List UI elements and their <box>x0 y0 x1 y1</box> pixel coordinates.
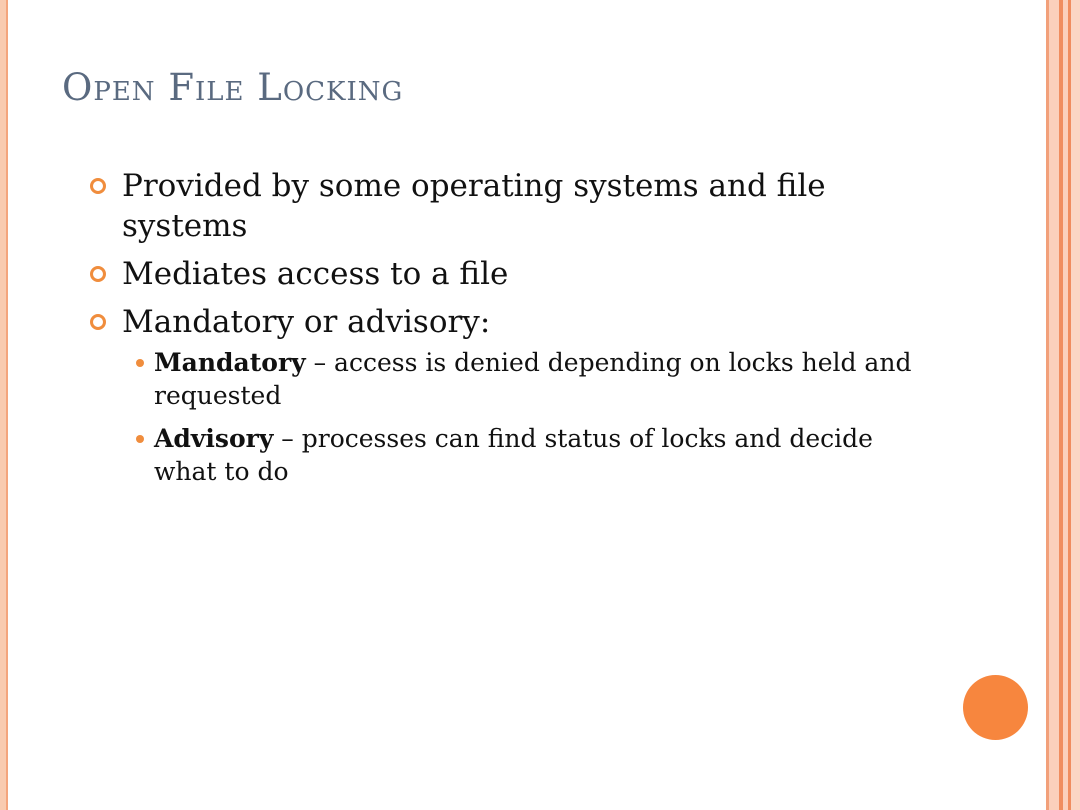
left-border-line <box>6 0 8 810</box>
slide-body <box>90 166 960 498</box>
sub-bullet-term: Mandatory <box>154 348 306 377</box>
orange-circle-decoration-icon <box>963 675 1028 740</box>
bullet-item <box>90 254 960 294</box>
ring-bullet-icon <box>90 178 106 194</box>
bullet-item <box>90 302 960 488</box>
sub-bullet-text: – processes can find status of locks and decide what to do <box>154 424 873 486</box>
right-border-stripe <box>1049 0 1059 810</box>
sub-bullet-list <box>122 346 960 488</box>
dot-bullet-icon <box>136 359 144 367</box>
sub-bullet-item <box>122 422 934 488</box>
bullet-text: Mediates access to a file <box>122 256 509 292</box>
ring-bullet-icon <box>90 266 106 282</box>
right-border-stripe <box>1071 0 1080 810</box>
bullet-text: Provided by some operating systems and file systems <box>122 168 826 244</box>
sub-bullet-term: Advisory <box>154 424 274 453</box>
slide-title: Open File Locking <box>62 66 404 109</box>
bullet-text: Mandatory or advisory: <box>122 304 491 340</box>
sub-bullet-text: – access is denied depending on locks held and requested <box>154 348 912 410</box>
ring-bullet-icon <box>90 314 106 330</box>
bullet-item <box>90 166 960 246</box>
bullet-list <box>90 166 960 488</box>
dot-bullet-icon <box>136 435 144 443</box>
sub-bullet-item <box>122 346 934 412</box>
